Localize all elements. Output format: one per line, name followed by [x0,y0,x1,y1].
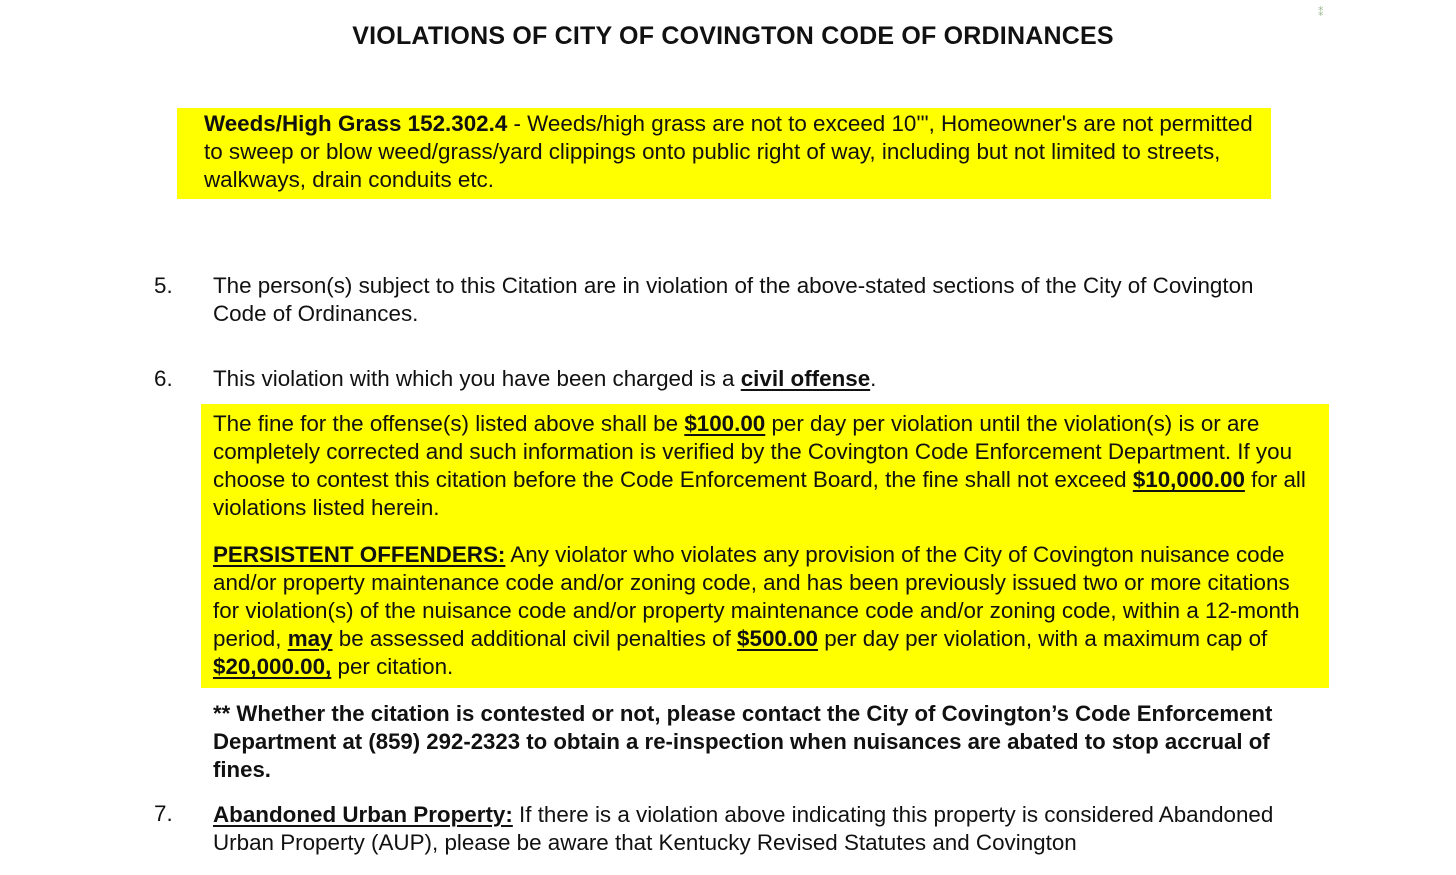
persistent-text-3: per day per violation, with a maximum cap of [817,626,1268,651]
document-title: VIOLATIONS OF CITY OF COVINGTON CODE OF ORDINANCES [352,22,1114,50]
item-7-number: 7. [154,801,173,826]
weeds-text: - Weeds/high grass are not to exceed 10'", Homeowner's are not permitted to sweep or blow weed/grass/yard clippings onto public right of way, including but not limited to streets, walkways, drain conduits etc. [204,111,1253,192]
item-7-body: If there is a violation above indicating this property is considered Abandoned Urban Property (AUP), please be aware that Kentucky Revised Statutes and Covington [213,802,1274,855]
fine-text-2: per day per violation until the violation(s) is or are completely corrected and such information is verified by the Covington Code Enforcement Department. If you choose to contest this citation before the Code Enforcement Board, the fine shall not exceed [213,411,1293,492]
weeds-heading: Weeds/High Grass 152.302.4 [204,111,508,136]
item-5-text: The person(s) subject to this Citation are in violation of the above-stated sections of the City of Covington Code of Ordinances. [213,273,1254,326]
item-7-text [213,801,1323,857]
abandoned-property-label: Abandoned Urban Property: [213,802,513,827]
item-5-number: 5. [154,273,173,298]
item-6-text-after: . [870,366,877,391]
fine-amount-daily: $100.00 [684,411,766,436]
item-6-text [213,365,1273,393]
persistent-offenders-label: PERSISTENT OFFENDERS: [213,542,506,567]
fine-text-3: for all violations listed herein. [213,467,1306,520]
civil-offense-emphasis: civil offense [740,366,871,391]
persistent-text-4: per citation. [331,654,454,679]
scan-speck-mark: ⁑ [1318,7,1324,19]
persistent-text-1: Any violator who violates any provision of the City of Covington nuisance code and/or property maintenance code and/or zoning code, and has been previously issued two or more citations for violation(s) of the nuisance code and/or property maintenance code and/or zoning code, within a 12-month period, [213,542,1300,651]
persistent-amount-cap: $20,000.00, [213,654,332,679]
weeds-section [204,110,1264,194]
item-6-number: 6. [154,366,173,391]
fine-amount-max: $10,000.00 [1132,467,1245,492]
contact-notice: ** Whether the citation is contested or not, please contact the City of Covington’s Code Enforcement Department at (859) 292-2323 to obtain a re-inspection when nuisances are abated to stop accrual of fines. [213,701,1273,782]
may-emphasis: may [287,626,333,651]
persistent-amount-daily: $500.00 [737,626,818,651]
persistent-offenders-paragraph [213,541,1318,681]
fine-paragraph [213,410,1318,522]
fine-text-1: The fine for the offense(s) listed above shall be [213,411,685,436]
item-6-text-before: This violation with which you have been charged is a [213,366,741,391]
persistent-text-2: be assessed additional civil penalties of [332,626,738,651]
